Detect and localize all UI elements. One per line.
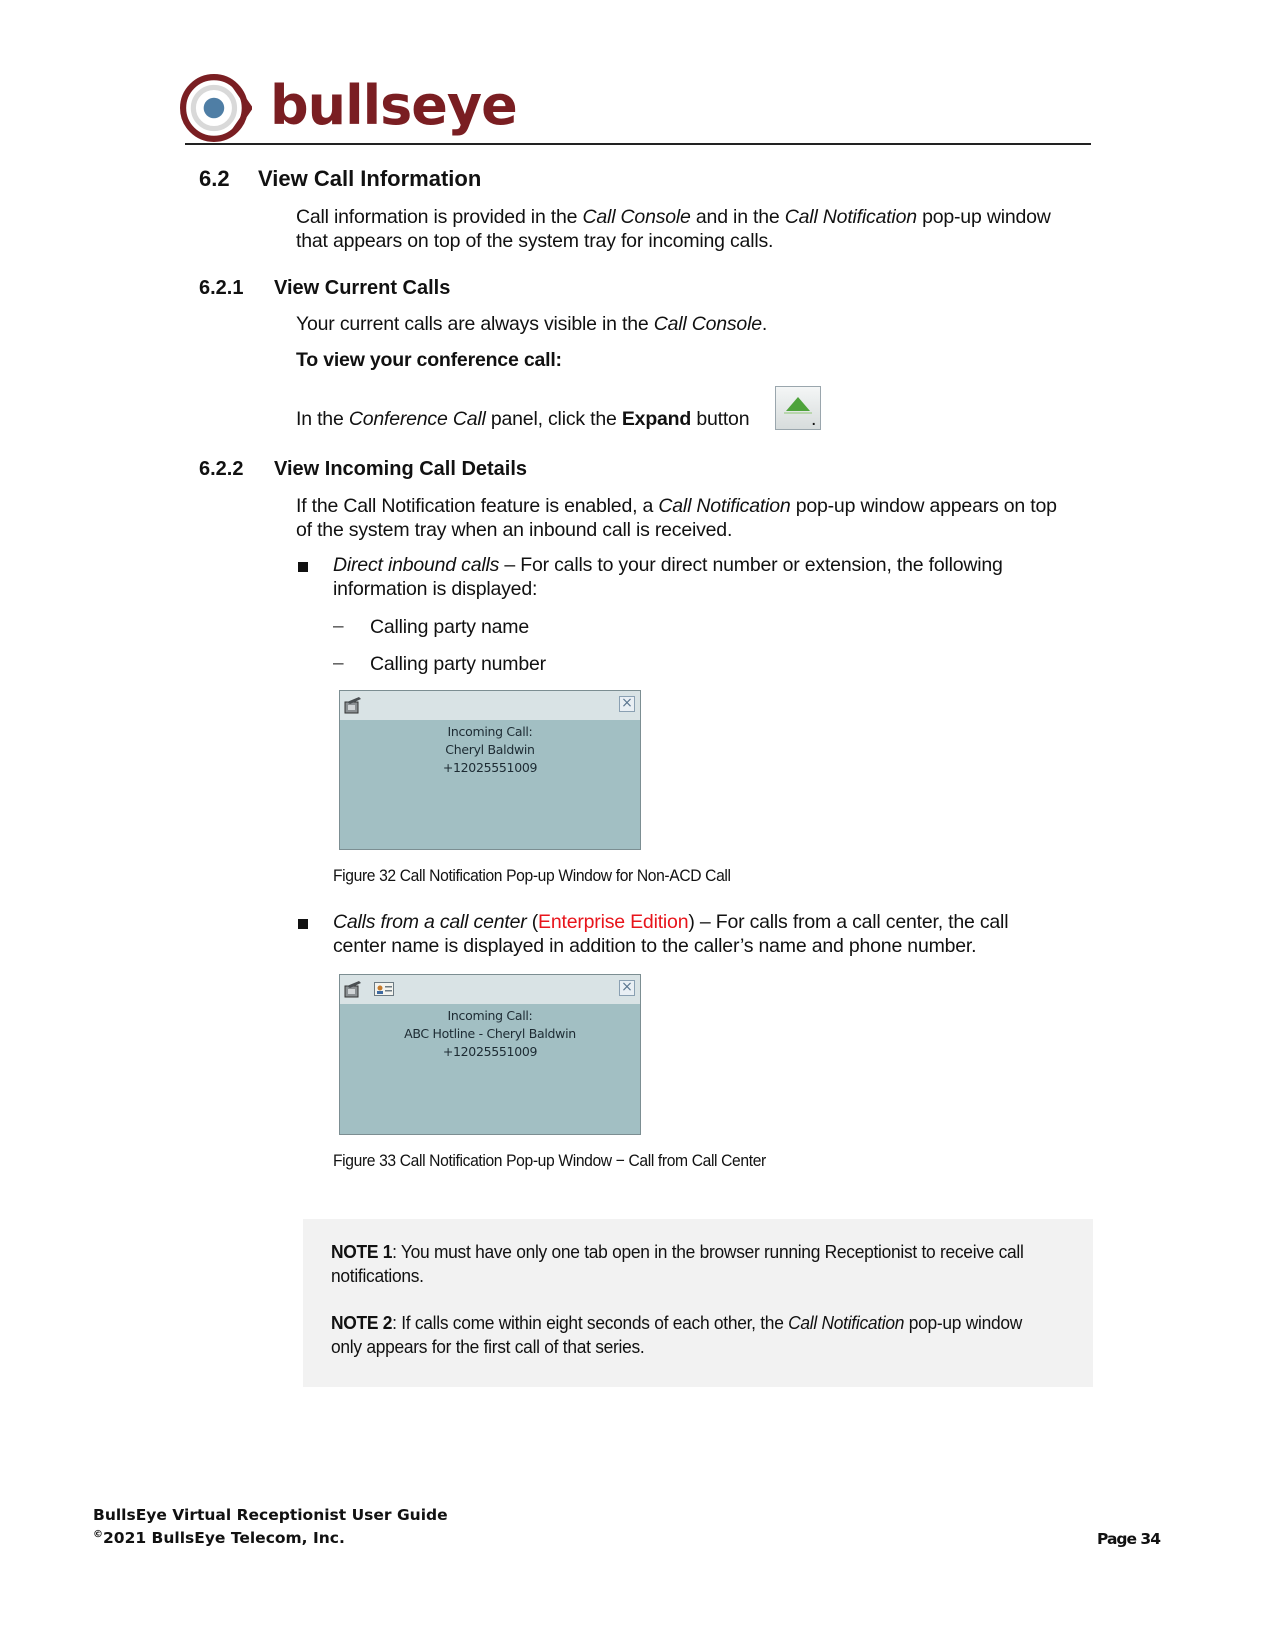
call-notification-popup-screenshot	[339, 690, 641, 850]
popup-title-bar	[340, 691, 640, 720]
incoming-details-intro	[296, 494, 1096, 542]
intro-text: that appears on top of the system tray for incoming calls.	[296, 230, 774, 252]
bullseye-logo-icon	[180, 72, 252, 144]
phone-icon	[343, 695, 363, 715]
text: panel, click the	[485, 408, 622, 430]
bullet-icon	[298, 562, 308, 572]
close-icon[interactable]: ×	[619, 696, 635, 712]
intro-text: Call information is provided in the	[296, 206, 583, 228]
bullet-direct-inbound	[333, 553, 1093, 601]
subsection-title: View Current Calls	[274, 277, 451, 299]
dash-icon: –	[333, 653, 344, 674]
popup-line: ABC Hotline - Cheryl Baldwin	[404, 1026, 576, 1041]
term-call-notification: Call Notification	[658, 495, 791, 517]
text: of the system tray when an inbound call is received.	[296, 519, 733, 541]
note-1	[331, 1240, 1045, 1288]
note-label: NOTE 2	[331, 1312, 393, 1333]
term-conference-call: Conference Call	[348, 408, 486, 430]
text: information is displayed:	[333, 578, 538, 600]
popup-line: Incoming Call:	[447, 724, 533, 739]
note-text: only appears for the first call of that series.	[331, 1336, 645, 1357]
text: .	[761, 313, 768, 335]
subsection-number: 6.2.1	[199, 277, 244, 299]
note-text: : You must have only one tab open in the browser running Receptionist to receive call	[392, 1241, 1024, 1262]
footer-guide-title: BullsEye Virtual Receptionist User Guide	[93, 1506, 448, 1524]
procedure-title: To view your conference call:	[296, 349, 562, 371]
call-center-notification-popup-screenshot	[339, 974, 641, 1135]
intro-text: pop-up window	[916, 206, 1051, 228]
footer-copyright	[93, 1529, 345, 1547]
dash-icon: –	[333, 616, 344, 637]
popup-line: Cheryl Baldwin	[445, 742, 535, 757]
figure-caption: Figure 33 Call Notification Pop-up Window − Call from Call Center	[333, 1151, 766, 1170]
popup-text	[340, 723, 640, 777]
term-expand: Expand	[621, 408, 692, 430]
figure-caption: Figure 32 Call Notification Pop-up Window for Non-ACD Call	[333, 866, 731, 885]
text: button	[691, 408, 750, 430]
popup-text	[340, 1007, 640, 1061]
bullet-icon	[298, 919, 308, 929]
step-period: .	[811, 408, 817, 430]
copyright-symbol: ©	[93, 1529, 103, 1540]
current-calls-text	[296, 312, 767, 336]
note-label: NOTE 1	[331, 1241, 393, 1262]
popup-line: Incoming Call:	[447, 1008, 533, 1023]
intro-term-call-console: Call Console	[582, 206, 691, 228]
procedure-step	[296, 407, 749, 431]
term-call-notification: Call Notification	[788, 1312, 905, 1333]
bullet-call-center	[333, 910, 1093, 958]
text: Your current calls are always visible in the	[296, 313, 654, 335]
text: – For calls to your direct number or extension, the following	[499, 554, 1003, 576]
note-text: pop-up window	[904, 1312, 1023, 1333]
term-call-console: Call Console	[653, 313, 762, 335]
section-title: View Call Information	[258, 166, 482, 191]
note-text: : If calls come within eight seconds of each other, the	[392, 1312, 789, 1333]
contact-card-icon	[374, 982, 394, 996]
text: In the	[296, 408, 349, 430]
enterprise-edition-tag: Enterprise Edition	[538, 911, 689, 933]
intro-text: and in the	[690, 206, 785, 228]
term-direct-inbound-calls: Direct inbound calls	[333, 554, 500, 576]
note-2	[331, 1311, 1045, 1359]
popup-line: +12025551009	[442, 760, 538, 775]
text: center name is displayed in addition to the caller’s name and phone number.	[333, 935, 977, 957]
intro-term-call-notification: Call Notification	[784, 206, 917, 228]
text: ) – For calls from a call center, the call	[688, 911, 1009, 933]
sub-item: Calling party number	[370, 653, 546, 675]
text: pop-up window appears on top	[790, 495, 1057, 517]
popup-line: +12025551009	[442, 1044, 538, 1059]
term-calls-from-call-center: Calls from a call center	[333, 911, 527, 933]
header-divider	[185, 143, 1091, 145]
section-intro	[296, 205, 1096, 253]
subsection-number: 6.2.2	[199, 458, 244, 480]
phone-icon	[343, 979, 363, 999]
note-text: notifications.	[331, 1265, 424, 1286]
subsection-title: View Incoming Call Details	[274, 458, 528, 480]
section-number: 6.2	[199, 166, 230, 191]
footer-copyright-text: 2021 BullsEye Telecom, Inc.	[103, 1529, 345, 1548]
text: (	[526, 911, 539, 933]
close-icon[interactable]: ×	[619, 980, 635, 996]
text: If the Call Notification feature is enabled, a	[296, 495, 659, 517]
logo-wordmark: bullseye	[270, 74, 517, 137]
page-number: Page 34	[1097, 1530, 1160, 1548]
sub-item: Calling party name	[370, 616, 529, 638]
